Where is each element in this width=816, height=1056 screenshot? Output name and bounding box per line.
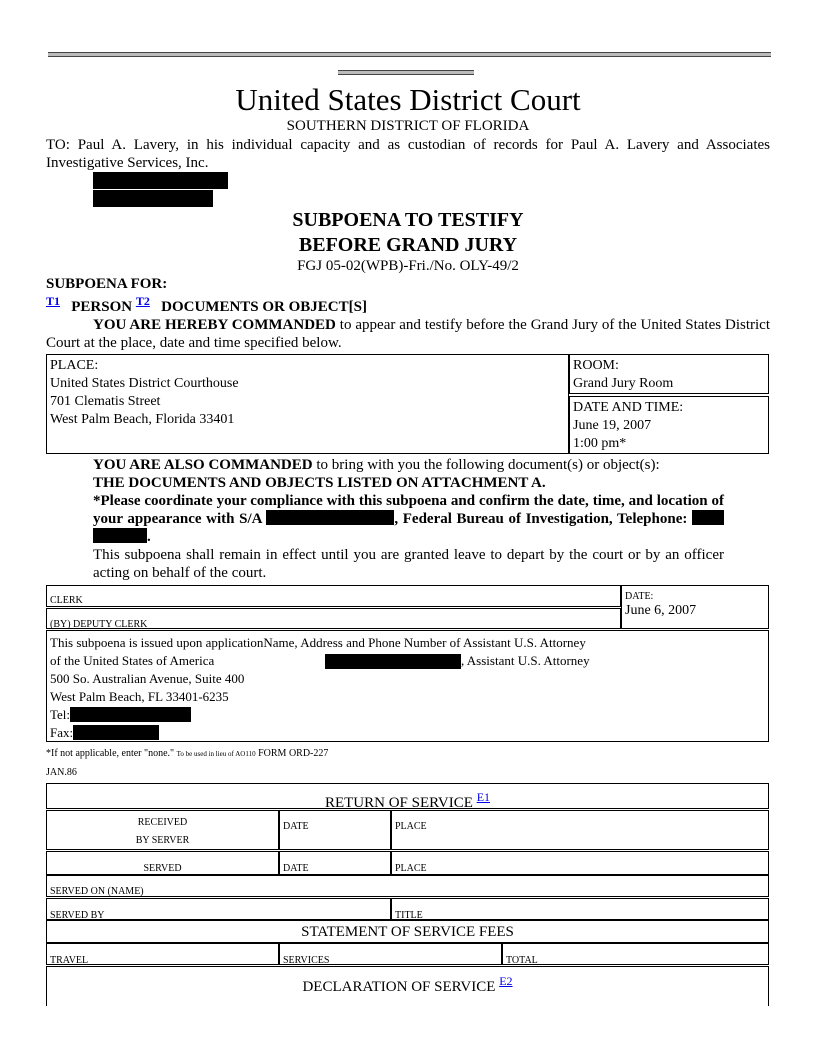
district-name: SOUTHERN DISTRICT OF FLORIDA xyxy=(286,118,530,134)
place-label: PLACE: xyxy=(50,358,99,373)
clerk-date-box xyxy=(621,585,769,629)
place-line1: United States District Courthouse xyxy=(50,376,239,391)
e2-link[interactable]: E2 xyxy=(499,974,513,988)
received-label: RECEIVED xyxy=(137,817,188,828)
received-place-cell xyxy=(391,810,769,850)
date-value: June 19, 2007 xyxy=(573,418,652,433)
also-commanded-section xyxy=(93,456,724,582)
subpoena-title-2: BEFORE GRAND JURY xyxy=(298,234,518,256)
subpoena-for-options xyxy=(46,294,367,316)
clerk-date-label: DATE: xyxy=(625,591,654,602)
room-value: Grand Jury Room xyxy=(573,376,674,391)
coordinate-paragraph xyxy=(93,492,724,546)
t2-link[interactable]: T2 xyxy=(135,294,150,308)
redaction-phone-2 xyxy=(93,528,147,543)
served-place-label: PLACE xyxy=(395,863,427,874)
received-place-label: PLACE xyxy=(395,821,427,832)
also-commanded xyxy=(93,456,724,474)
tel-label: Tel: xyxy=(50,707,71,722)
footnote-text: *If not applicable, enter "none." xyxy=(46,748,175,759)
coordinate-end: . xyxy=(147,529,151,545)
also-commanded-bold: YOU ARE ALSO COMMANDED xyxy=(93,457,313,473)
redaction-address-1 xyxy=(93,172,228,189)
documents-label: DOCUMENTS OR OBJECT[S] xyxy=(161,299,367,315)
service-fees-header: STATEMENT OF SERVICE FEES xyxy=(46,920,769,943)
t1-link[interactable]: T1 xyxy=(46,294,61,308)
effect-paragraph: This subpoena shall remain in effect until you are granted leave to depart by the court or by an officer acting on behalf of the court. xyxy=(93,547,724,581)
room-box xyxy=(569,354,769,394)
served-by-cell xyxy=(46,898,391,920)
deputy-clerk-box xyxy=(46,608,621,629)
fax-label: Fax: xyxy=(50,725,74,740)
commanded-text: to appear and testify before the Grand Jury of the United States District Court at the place, date and time specified below. xyxy=(46,317,770,351)
served-place-cell xyxy=(391,851,769,875)
footnote-tiny: To be used in lieu of AO110 xyxy=(176,750,256,758)
services-cell xyxy=(279,943,502,965)
issued-fax-row xyxy=(50,724,765,742)
travel-label: TRAVEL xyxy=(50,955,89,966)
ausa-suffix: , Assistant U.S. Attorney xyxy=(461,653,590,668)
received-date-cell xyxy=(279,810,391,850)
travel-cell xyxy=(46,943,279,965)
served-by-label: SERVED BY xyxy=(50,910,105,921)
place-line2: 701 Clematis Street xyxy=(50,394,161,409)
redaction-ausa-name xyxy=(325,654,461,669)
subpoena-for-label: SUBPOENA FOR: xyxy=(46,276,168,292)
redaction-agent xyxy=(266,510,394,525)
case-number: FGJ 05-02(WPB)-Fri./No. OLY-49/2 xyxy=(297,258,519,274)
served-label: SERVED xyxy=(143,863,182,874)
datetime-label: DATE AND TIME: xyxy=(573,400,684,415)
served-on-label: SERVED ON (NAME) xyxy=(50,886,144,897)
received-cell xyxy=(46,810,279,850)
clerk-date-value: June 6, 2007 xyxy=(625,603,697,618)
to-line: TO: Paul A. Lavery, in his individual capacity and as custodian of records for Paul A. Lavery and Associates Investigative Services, Inc. xyxy=(46,137,770,171)
subpoena-title-1: SUBPOENA TO TESTIFY xyxy=(292,209,524,231)
datetime-box xyxy=(569,396,769,454)
issued-line4: West Palm Beach, FL 33401-6235 xyxy=(50,689,229,704)
person-label: PERSON xyxy=(71,299,133,315)
redaction-tel xyxy=(70,707,191,722)
return-of-service-header xyxy=(46,783,769,809)
redaction-address-2 xyxy=(93,190,213,207)
served-date-cell xyxy=(279,851,391,875)
top-rule xyxy=(48,52,771,57)
footnote-line xyxy=(46,748,328,759)
commanded-paragraph xyxy=(46,316,770,352)
issued-line1: This subpoena is issued upon applicationName, Address and Phone Number of Assistant U.S. Attorney xyxy=(50,635,586,650)
clerk-label: CLERK xyxy=(50,595,83,606)
issued-line2-row xyxy=(50,652,765,670)
redaction-fax xyxy=(73,725,159,740)
title-cell xyxy=(391,898,769,920)
e1-link[interactable]: E1 xyxy=(476,790,491,804)
total-label: TOTAL xyxy=(506,955,538,966)
also-commanded-text: to bring with you the following document(s) or object(s): xyxy=(312,457,660,473)
time-value: 1:00 pm* xyxy=(573,436,627,451)
place-box xyxy=(46,354,569,454)
issued-box xyxy=(46,630,769,742)
served-cell xyxy=(46,851,279,875)
by-server-label: BY SERVER xyxy=(135,835,190,846)
room-label: ROOM: xyxy=(573,358,619,373)
short-rule xyxy=(338,70,474,75)
total-cell xyxy=(502,943,769,965)
served-date-label: DATE xyxy=(283,863,309,874)
received-date-label: DATE xyxy=(283,821,309,832)
redaction-phone-1 xyxy=(692,510,724,525)
return-title: RETURN OF SERVICE xyxy=(324,795,473,811)
clerk-box xyxy=(46,585,621,607)
issued-tel-row xyxy=(50,706,765,724)
deputy-clerk-label: (BY) DEPUTY CLERK xyxy=(50,619,148,630)
coordinate-text-2: , Federal Bureau of Investigation, Telephone: xyxy=(394,511,688,527)
declaration-title: DECLARATION OF SERVICE xyxy=(302,979,496,995)
court-title: United States District Court xyxy=(235,82,581,117)
form-number: FORM ORD-227 xyxy=(258,748,329,759)
attachment-line: THE DOCUMENTS AND OBJECTS LISTED ON ATTACHMENT A. xyxy=(93,475,546,491)
served-on-cell xyxy=(46,875,769,897)
form-date: JAN.86 xyxy=(46,767,77,778)
issued-line2: of the United States of America xyxy=(50,653,215,668)
declaration-header xyxy=(46,966,769,1006)
place-line3: West Palm Beach, Florida 33401 xyxy=(50,412,235,427)
title-label: TITLE xyxy=(395,910,423,921)
issued-line3: 500 So. Australian Avenue, Suite 400 xyxy=(50,671,245,686)
commanded-bold: YOU ARE HEREBY COMMANDED xyxy=(93,317,336,333)
coordinate-text-1: *Please coordinate your compliance with this subpoena and confirm the date, time, and location of your appearance with S/A xyxy=(93,493,724,527)
services-label: SERVICES xyxy=(283,955,330,966)
